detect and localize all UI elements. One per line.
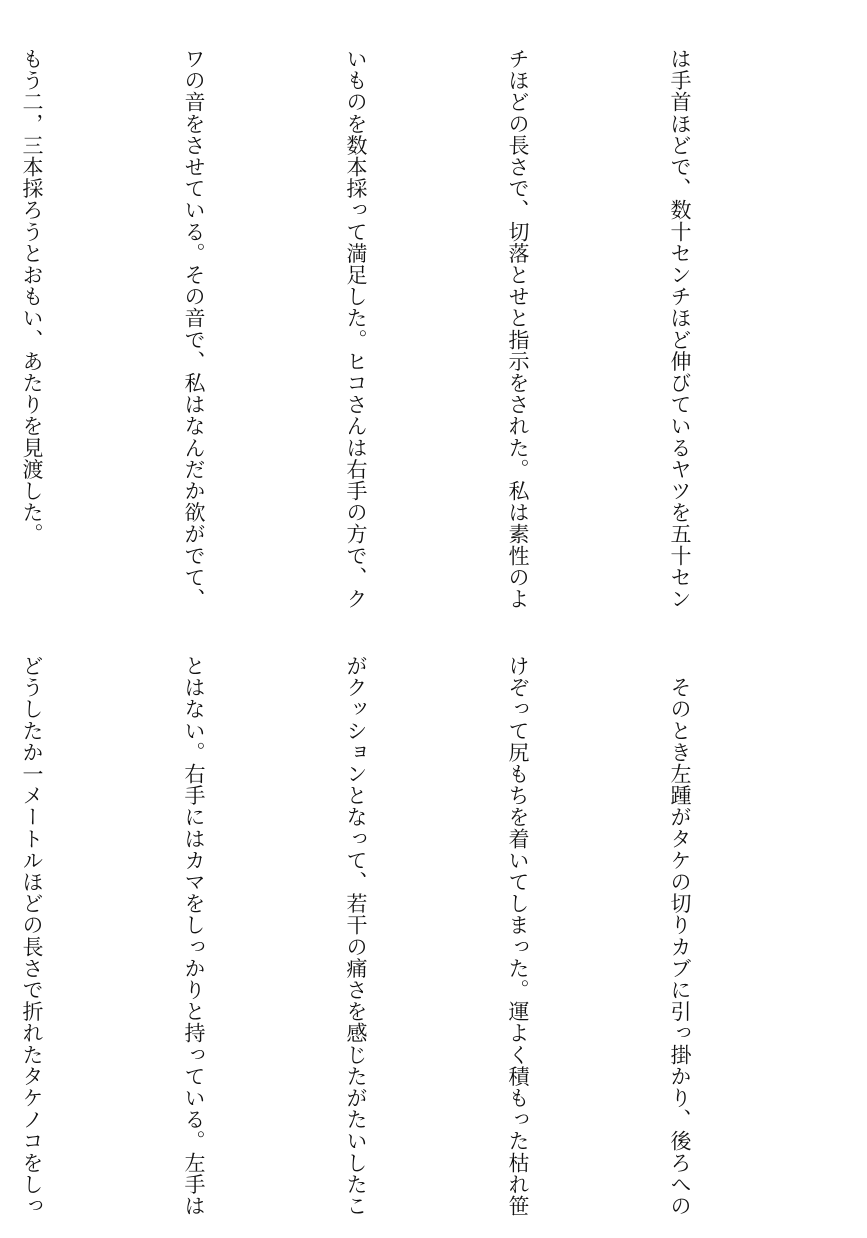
text-column: いものを数本採って満足した。ヒコさんは右手の方で、ク — [344, 48, 368, 610]
text-column: とはない。右手にはカマをしっかりと持っている。左手は — [182, 655, 206, 1217]
text-block-top — [20, 48, 815, 610]
text-column: ワの音をさせている。その音で、私はなんだか欲がでて、 — [182, 48, 206, 610]
text-column: けぞって尻もちを着いてしまった。運よく積もった枯れ笹 — [506, 655, 530, 1217]
text-column: どうしたか一メートルほどの長さで折れたタケノコをしっ — [20, 655, 44, 1217]
text-block-bottom — [20, 655, 815, 1217]
text-column: そのとき左踵がタケの切りカブに引っ掛かり、後ろへの — [668, 655, 692, 1217]
text-column: は手首ほどで、数十センチほど伸びているヤツを五十セン — [668, 48, 692, 610]
text-column: もう二，三本採ろうとおもい、あたりを見渡した。 — [20, 48, 44, 545]
text-column: チほどの長さで、切落とせと指示をされた。私は素性のよ — [506, 48, 530, 610]
text-column: がクッションとなって、若干の痛さを感じたがたいしたこ — [344, 655, 368, 1217]
